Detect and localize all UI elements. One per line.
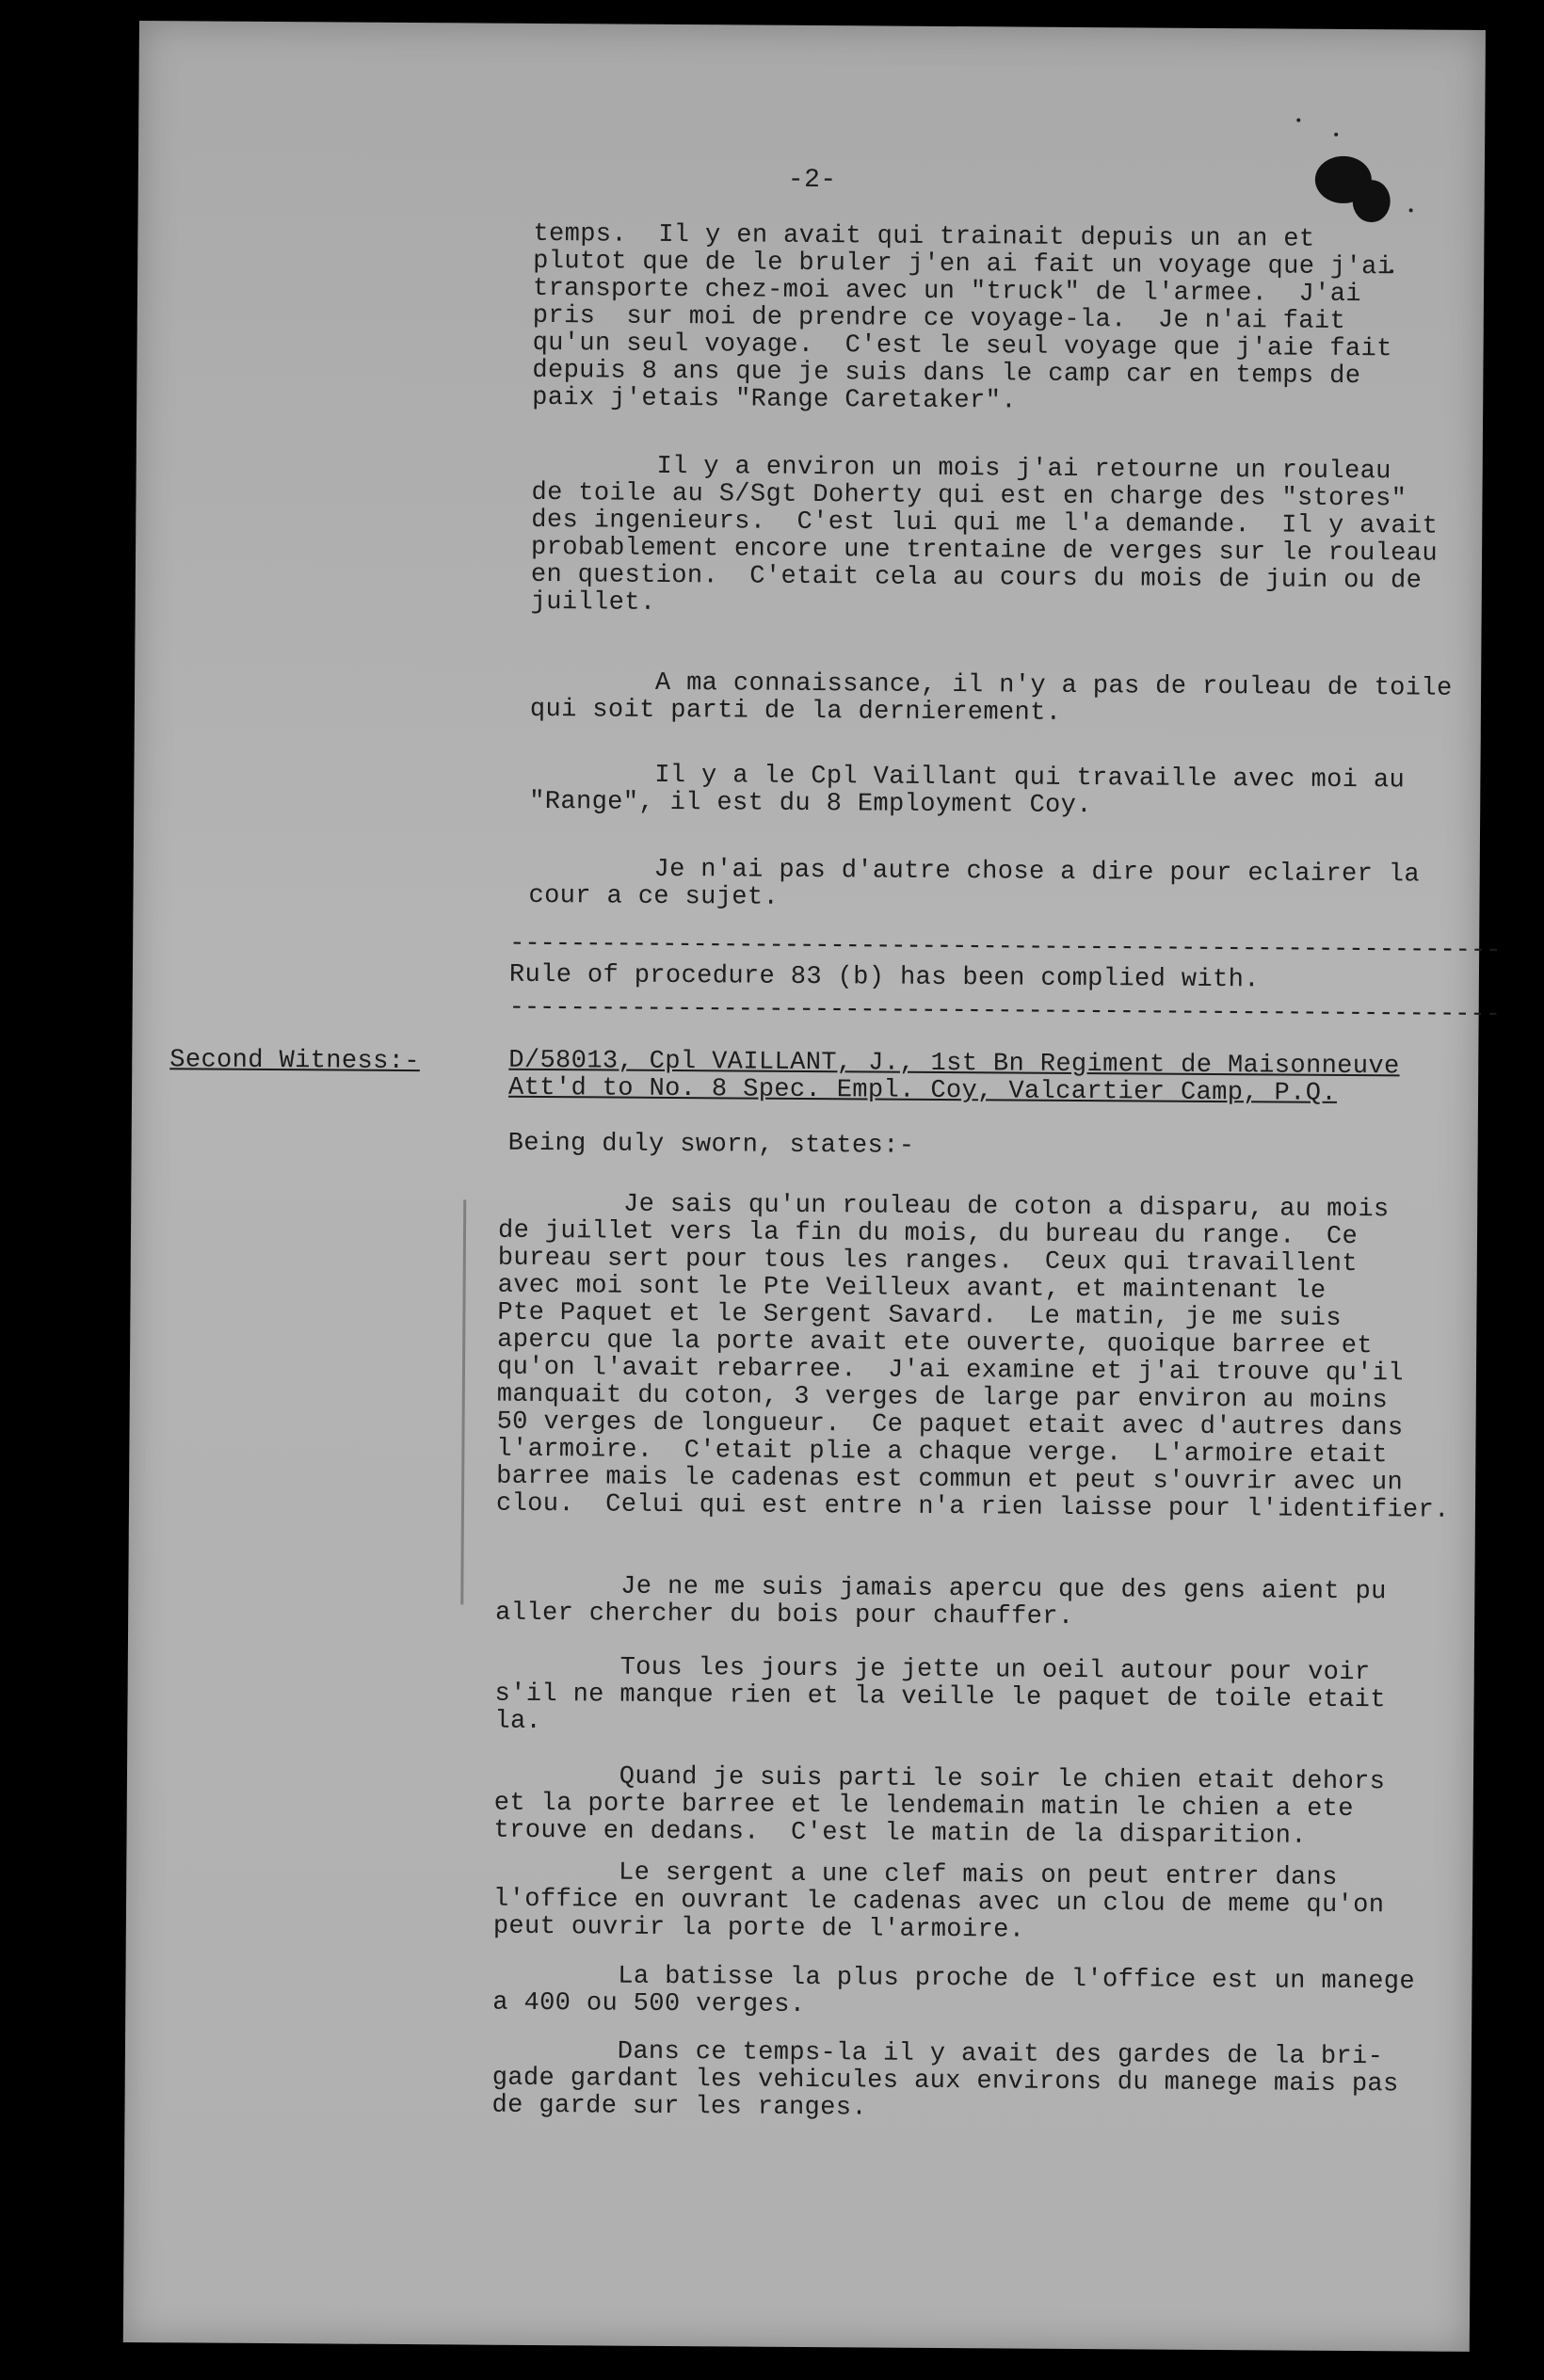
ink-blot-decoration <box>1353 180 1391 222</box>
second-witness-label: Second Witness:- <box>169 1046 421 1077</box>
document-page <box>123 21 1502 2352</box>
statement-paragraph: A ma connaissance, il n'y a pas de rouleau de toile qui soit parti de la dernierement. <box>529 667 1453 728</box>
dashed-divider: ----------------------------------------------------------------- <box>509 929 1502 966</box>
margin-pencil-line <box>460 1199 466 1604</box>
witness-paragraph: Tous les jours je jette un oeil autour pour voir s'il ne manque rien et la veille le paquet de toile etait la. <box>494 1652 1387 1737</box>
witness-paragraph: La batisse la plus proche de l'office est un manege a 400 ou 500 verges. <box>492 1961 1416 2019</box>
statement-paragraph: Je n'ai pas d'autre chose a dire pour eclairer la cour a ce sujet. <box>528 854 1421 912</box>
speck-decoration <box>1409 208 1413 212</box>
witness-paragraph: Le sergent a une clef mais on peut entrer dans l'office en ouvrant le cadenas avec un clou de meme qu'on peut ouvrir la porte de l'armoire. <box>492 1857 1385 1945</box>
rule-of-procedure-note: Rule of procedure 83 (b) has been complied with. <box>508 960 1260 995</box>
speck-decoration <box>1296 119 1300 122</box>
sworn-statement-intro: Being duly sworn, states:- <box>507 1129 915 1161</box>
witness-paragraph: Je ne me suis jamais apercu que des gens aient pu aller chercher du bois pour chauffer. <box>495 1571 1387 1632</box>
statement-paragraph: Il y a le Cpl Vaillant qui travaille avec moi au "Range", il est du 8 Employment Coy. <box>529 760 1406 821</box>
witness-paragraph: Dans ce temps-la il y avait des gardes de la bri- gade gardant les vehicules aux environs du manege mais pas de garde sur les ranges. <box>491 2036 1399 2123</box>
statement-paragraph: temps. Il y en avait qui trainait depuis un an et plutot que de le bruler j'en ai fait un voyage que j'ai transporte chez-moi avec un "truck" de l'armee. J'ai pris sur moi de prendre ce voyage-la. Je n'ai fait qu'un seul voyage. C'est le seul voyage que j'aie fait depuis 8 ans que je suis dans le camp car en temps de paix j'etais "Range Caretaker". <box>532 219 1393 416</box>
witness-paragraph: Quand je suis parti le soir le chien etait dehors et la porte barree et le lendemain matin le chien a ete trouve en dedans. C'est le matin de la disparition. <box>493 1761 1386 1851</box>
second-witness-heading: D/58013, Cpl VAILLANT, J., 1st Bn Regiment de Maisonneuve Att'd to No. 8 Spec. Empl. Coy, Valcartier Camp, P.Q. <box>507 1046 1400 1108</box>
witness-paragraph: Je sais qu'un rouleau de coton a disparu, au mois de juillet vers la fin du mois, du bureau du range. Ce bureau sert pour tous les ranges. Ceux qui travaillent avec moi sont le Pte Veilleux avant, et maintenant le Pte Paquet et le Sergent Savard. Le matin, je me suis apercu que la porte avait ete ouverte, quoique barree et qu'on l'avait rebarree. J'ai examine et j'ai trouve qu'il manquait du coton, 3 verges de large par environ au moins 50 verges de longueur. Ce paquet etait avec d'autres dans l'armoire. C'etait plie a chaque verge. L'armoire etait barree mais le cadenas est commun et peut s'ouvrir avec un clou. Celui qui est entre n'a rien laisse pour l'identifier. <box>495 1189 1450 1525</box>
page-number: -2- <box>787 165 837 196</box>
dashed-divider: ----------------------------------------------------------------- <box>508 993 1501 1030</box>
speck-decoration <box>1334 133 1338 137</box>
statement-paragraph: Il y a environ un mois j'ai retourne un rouleau de toile au S/Sgt Doherty qui est en charge des "stores" des ingenieurs. C'est lui qui me l'a demande. Il y avait probablement encore une trentaine de verges sur le rouleau en question. C'etait cela au cours du mois de juin ou de juillet. <box>530 451 1439 618</box>
